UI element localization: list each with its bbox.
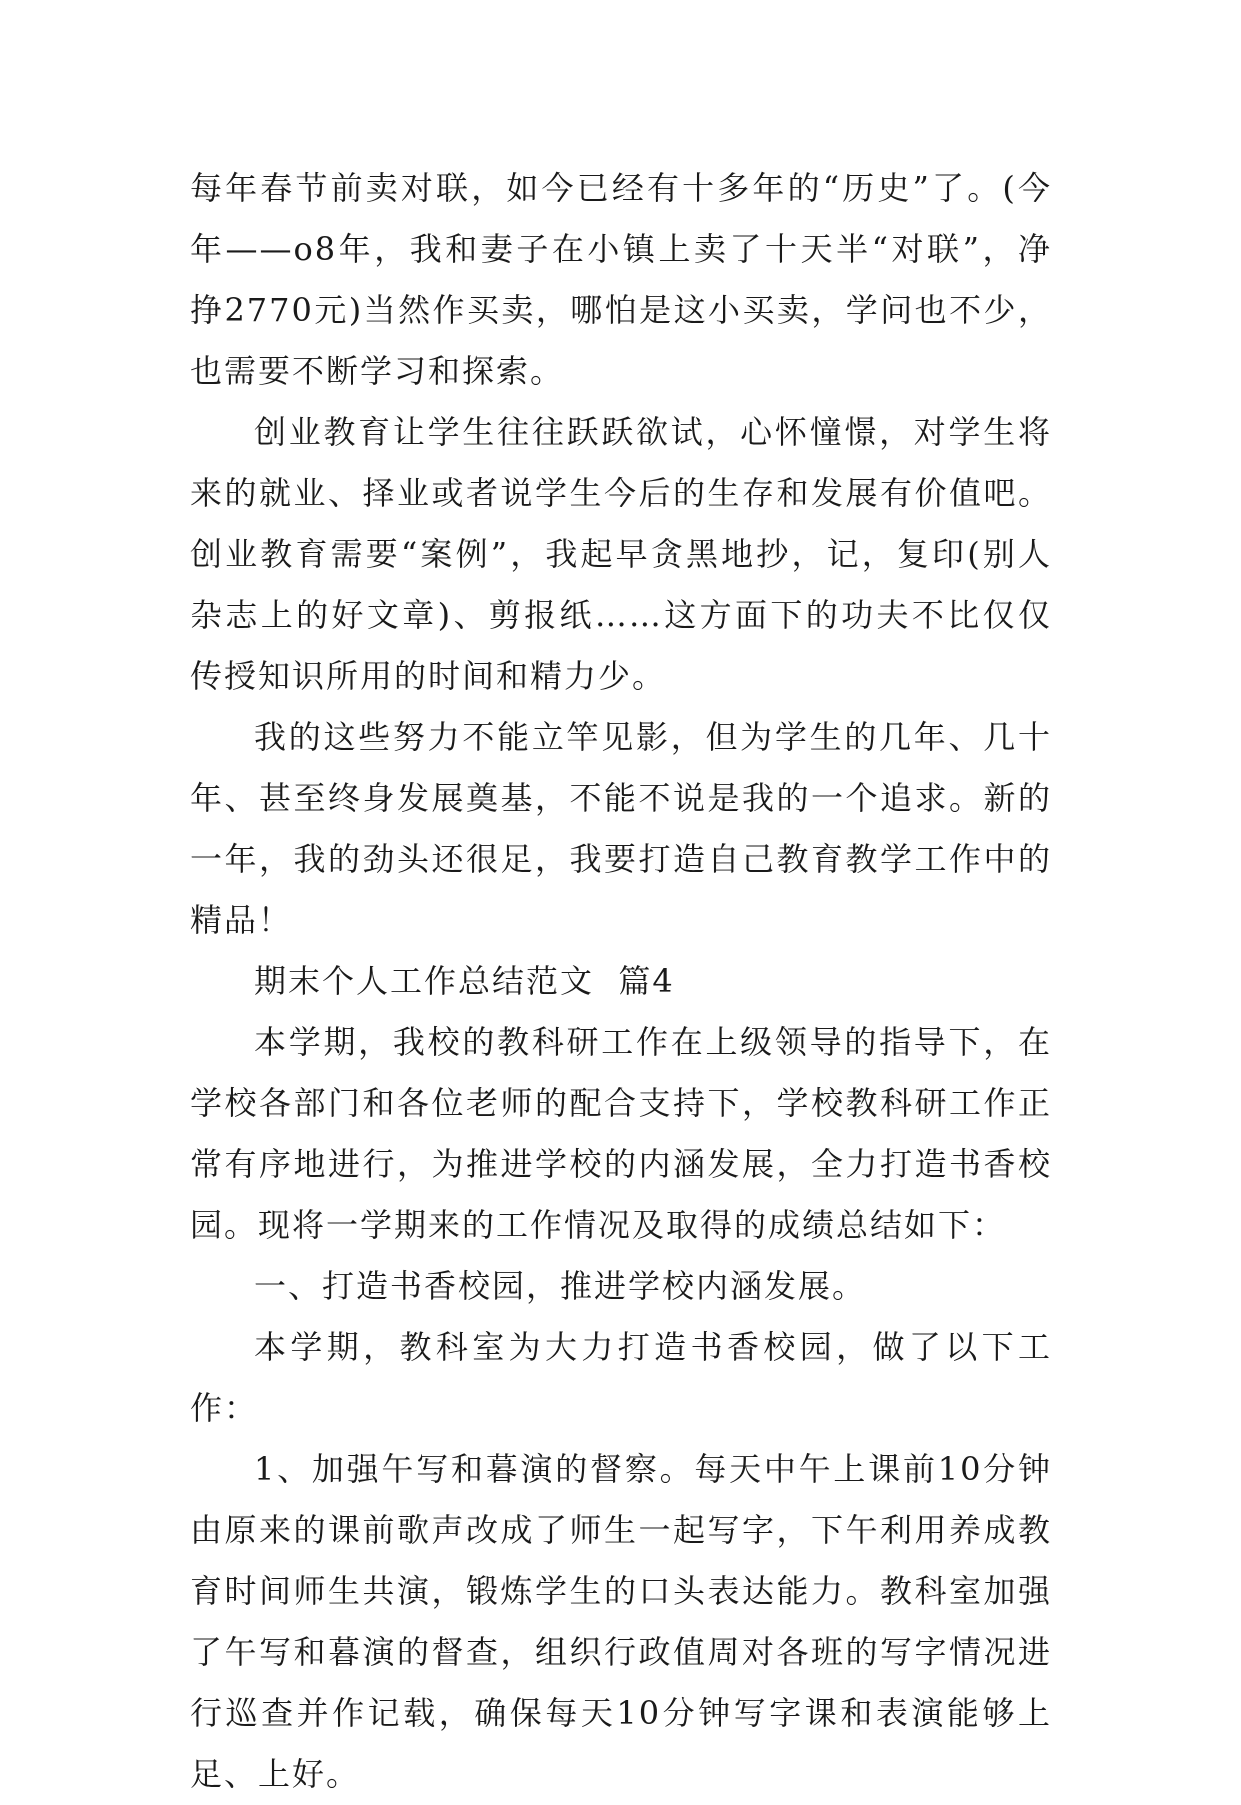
paragraph-8: 1、加强午写和暮演的督察。每天中午上课前10分钟由原来的课前歌声改成了师生一起写字，下午利用养成教育时间师生共演，锻炼学生的口头表达能力。教科室加强了午写和暮演的督查，组织行政值周对各班的写字情况进行巡查并作记载，确保每天10分钟写字课和表演能够上足、上好。 [190,1450,1052,1793]
paragraph-3: 我的这些努力不能立竿见影，但为学生的几年、几十年、甚至终身发展奠基，不能不说是我的一个追求。新的一年，我的劲头还很足，我要打造自己教育教学工作中的精品！ [190,718,1052,939]
paragraph-7: 本学期，教科室为大力打造书香校园，做了以下工作： [190,1328,1052,1427]
paragraph-1: 每年春节前卖对联，如今已经有十多年的“历史”了。(今年——o8年，我和妻子在小镇上卖了十天半“对联”，净挣2770元)当然作买卖，哪怕是这小买卖，学问也不少，也需要不断学习和探索。 [190,169,1052,390]
section-heading: 期末个人工作总结范文 篇4 [254,962,675,1000]
paragraph-5: 本学期，我校的教科研工作在上级领导的指导下，在学校各部门和各位老师的配合支持下，学校教科研工作正常有序地进行，为推进学校的内涵发展，全力打造书香校园。现将一学期来的工作情况及取得的成绩总结如下： [190,1023,1052,1244]
document-body [190,158,1052,1805]
paragraph-2: 创业教育让学生往往跃跃欲试，心怀憧憬，对学生将来的就业、择业或者说学生今后的生存和发展有价值吧。创业教育需要“案例”，我起早贪黑地抄，记，复印(别人杂志上的好文章)、剪报纸……这方面下的功夫不比仅仅传授知识所用的时间和精力少。 [190,413,1052,695]
paragraph-6: 一、打造书香校园，推进学校内涵发展。 [254,1267,867,1305]
